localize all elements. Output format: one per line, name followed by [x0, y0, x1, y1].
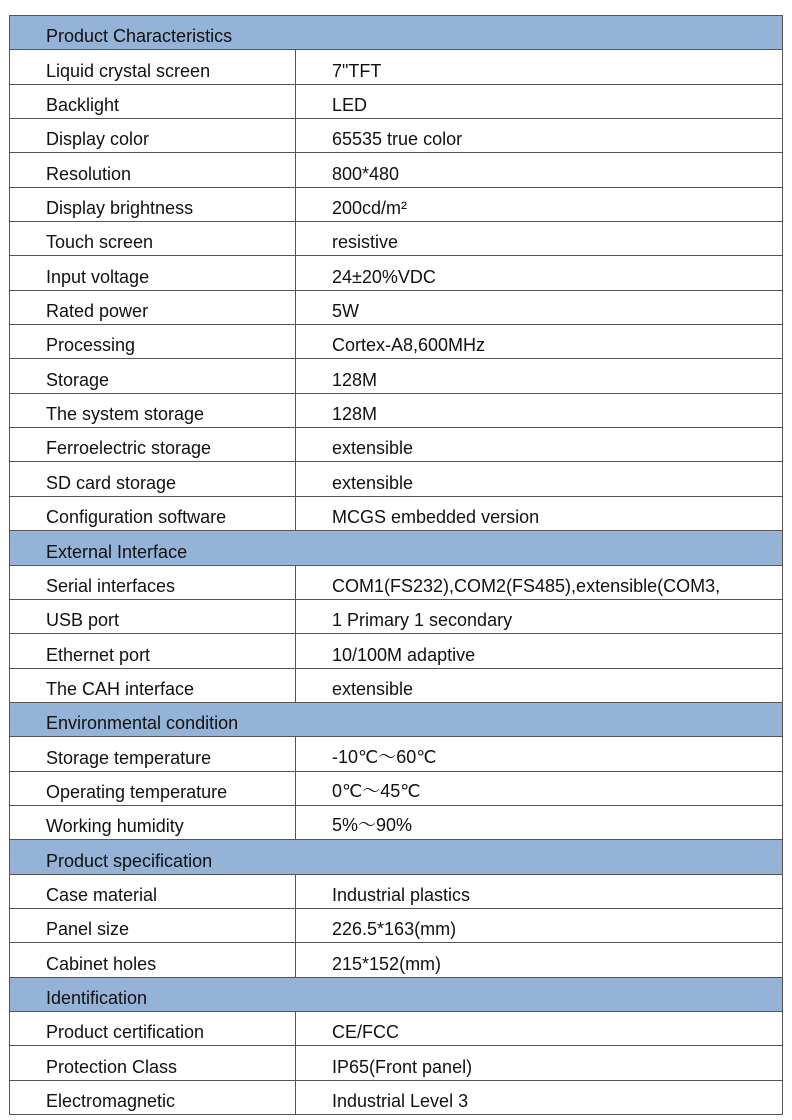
- section-header-row: [10, 16, 783, 50]
- spec-label-cell: [10, 908, 296, 942]
- spec-label: Rated power: [46, 301, 149, 322]
- table-row: [10, 771, 783, 805]
- spec-value-cell: [296, 737, 783, 771]
- spec-value-cell: [296, 84, 783, 118]
- spec-value-cell: [296, 1011, 783, 1045]
- spec-label-cell: [10, 1011, 296, 1045]
- spec-label-cell: [10, 153, 296, 187]
- section-title: [10, 840, 783, 874]
- spec-table-body: [10, 16, 783, 1115]
- spec-value: 800*480: [332, 163, 400, 184]
- spec-value: extensible: [332, 472, 414, 493]
- section-header-row: [10, 702, 783, 736]
- spec-label-cell: [10, 119, 296, 153]
- spec-label-cell: [10, 1046, 296, 1080]
- spec-label-cell: [10, 222, 296, 256]
- spec-value-cell: [296, 908, 783, 942]
- table-row: [10, 290, 783, 324]
- spec-value: resistive: [332, 232, 399, 253]
- spec-value: 24±20%VDC: [332, 266, 436, 287]
- spec-value-cell: [296, 50, 783, 84]
- table-row: [10, 599, 783, 633]
- table-row: [10, 496, 783, 530]
- table-row: [10, 428, 783, 462]
- spec-value: LED: [332, 95, 368, 116]
- spec-value-cell: [296, 565, 783, 599]
- spec-label-cell: [10, 737, 296, 771]
- spec-value-cell: [296, 359, 783, 393]
- spec-value: -10℃～60℃: [332, 746, 437, 767]
- spec-value: Industrial plastics: [332, 884, 471, 905]
- spec-value-cell: [296, 256, 783, 290]
- table-row: [10, 565, 783, 599]
- spec-label: Storage temperature: [46, 747, 212, 768]
- spec-label: Display brightness: [46, 198, 194, 219]
- spec-value-cell: [296, 325, 783, 359]
- table-row: [10, 874, 783, 908]
- section-title: [10, 16, 783, 50]
- spec-value: Industrial Level 3: [332, 1091, 469, 1111]
- spec-label: Panel size: [46, 919, 130, 940]
- section-title-text: Product Characteristics: [46, 26, 233, 47]
- table-row: [10, 1080, 783, 1114]
- spec-value: 128M: [332, 404, 378, 425]
- spec-value: 226.5*163(mm): [332, 919, 457, 940]
- spec-label-cell: [10, 599, 296, 633]
- spec-value-cell: [296, 943, 783, 977]
- spec-label-cell: [10, 462, 296, 496]
- spec-label: The CAH interface: [46, 678, 195, 699]
- spec-value-cell: [296, 496, 783, 530]
- spec-label: Protection Class: [46, 1056, 178, 1077]
- spec-label: Configuration software: [46, 507, 227, 528]
- spec-label: Storage: [46, 369, 110, 390]
- spec-value-cell: [296, 290, 783, 324]
- spec-value-cell: [296, 805, 783, 839]
- spec-label: Processing: [46, 335, 136, 356]
- spec-label: Case material: [46, 884, 158, 905]
- spec-value: extensible: [332, 438, 414, 459]
- spec-label: USB port: [46, 610, 120, 631]
- spec-value: 200cd/m²: [332, 198, 408, 219]
- spec-label-cell: [10, 187, 296, 221]
- spec-value-cell: [296, 599, 783, 633]
- spec-value: COM1(FS232),COM2(FS485),extensible(COM3,: [332, 575, 721, 596]
- spec-label-cell: [10, 805, 296, 839]
- section-header-row: [10, 840, 783, 874]
- spec-label: Working humidity: [46, 816, 184, 837]
- spec-value: 1 Primary 1 secondary: [332, 610, 513, 631]
- spec-value-cell: [296, 153, 783, 187]
- spec-label-cell: [10, 874, 296, 908]
- table-row: [10, 84, 783, 118]
- spec-sheet: [9, 15, 782, 1115]
- spec-label-cell: [10, 290, 296, 324]
- spec-label-cell: [10, 393, 296, 427]
- spec-value-cell: [296, 1046, 783, 1080]
- spec-label: Serial interfaces: [46, 575, 176, 596]
- spec-label: Resolution: [46, 163, 132, 184]
- spec-table: [9, 15, 783, 1115]
- table-row: [10, 634, 783, 668]
- table-row: [10, 462, 783, 496]
- table-row: [10, 222, 783, 256]
- spec-label-cell: [10, 359, 296, 393]
- spec-label-cell: [10, 668, 296, 702]
- spec-value: MCGS embedded version: [332, 507, 540, 528]
- spec-value-cell: [296, 874, 783, 908]
- spec-value: 128M: [332, 369, 378, 390]
- spec-value: CE/FCC: [332, 1022, 399, 1043]
- table-row: [10, 325, 783, 359]
- section-header-row: [10, 531, 783, 565]
- table-row: [10, 153, 783, 187]
- spec-label: Electromagnetic: [46, 1091, 176, 1111]
- spec-value-cell: [296, 634, 783, 668]
- section-title-text: Environmental condition: [46, 713, 239, 734]
- spec-label: Operating temperature: [46, 781, 228, 802]
- spec-value-cell: [296, 393, 783, 427]
- spec-value: 65535 true color: [332, 129, 463, 150]
- section-title-text: Product specification: [46, 850, 213, 871]
- table-row: [10, 1046, 783, 1080]
- spec-label-cell: [10, 428, 296, 462]
- table-row: [10, 805, 783, 839]
- spec-label: Input voltage: [46, 266, 150, 287]
- spec-label: The system storage: [46, 404, 205, 425]
- spec-value: Cortex-A8,600MHz: [332, 335, 486, 356]
- spec-value-cell: [296, 668, 783, 702]
- spec-label-cell: [10, 496, 296, 530]
- table-row: [10, 943, 783, 977]
- section-title: [10, 977, 783, 1011]
- spec-label: Ferroelectric storage: [46, 438, 212, 459]
- spec-label-cell: [10, 771, 296, 805]
- spec-label-cell: [10, 565, 296, 599]
- spec-value-cell: [296, 771, 783, 805]
- table-row: [10, 256, 783, 290]
- spec-value: 215*152(mm): [332, 953, 442, 974]
- spec-label: Ethernet port: [46, 644, 151, 665]
- section-title-text: Identification: [46, 987, 148, 1008]
- table-row: [10, 908, 783, 942]
- table-row: [10, 119, 783, 153]
- table-row: [10, 187, 783, 221]
- spec-label-cell: [10, 256, 296, 290]
- spec-value: extensible: [332, 678, 414, 699]
- section-title: [10, 702, 783, 736]
- spec-value-cell: [296, 222, 783, 256]
- table-row: [10, 737, 783, 771]
- spec-label: Product certification: [46, 1022, 205, 1043]
- spec-label: SD card storage: [46, 472, 177, 493]
- spec-label-cell: [10, 84, 296, 118]
- spec-label-cell: [10, 943, 296, 977]
- table-row: [10, 359, 783, 393]
- spec-label: Backlight: [46, 95, 120, 116]
- spec-label-cell: [10, 634, 296, 668]
- spec-value-cell: [296, 462, 783, 496]
- spec-value: 5W: [332, 301, 359, 322]
- table-row: [10, 393, 783, 427]
- section-title-text: External Interface: [46, 541, 188, 562]
- section-header-row: [10, 977, 783, 1011]
- table-row: [10, 50, 783, 84]
- spec-label: Cabinet holes: [46, 953, 157, 974]
- spec-value: 10/100M adaptive: [332, 644, 476, 665]
- section-title: [10, 531, 783, 565]
- spec-value: IP65(Front panel): [332, 1056, 473, 1077]
- spec-value-cell: [296, 187, 783, 221]
- spec-value: 7"TFT: [332, 60, 382, 81]
- spec-value-cell: [296, 428, 783, 462]
- spec-value-cell: [296, 1080, 783, 1114]
- spec-value: 5%～90%: [332, 815, 413, 836]
- spec-label: Touch screen: [46, 232, 154, 253]
- spec-value-cell: [296, 119, 783, 153]
- spec-label-cell: [10, 325, 296, 359]
- spec-label-cell: [10, 50, 296, 84]
- spec-label: Display color: [46, 129, 150, 150]
- table-row: [10, 668, 783, 702]
- spec-label-cell: [10, 1080, 296, 1114]
- spec-value: 0℃～45℃: [332, 780, 421, 801]
- table-row: [10, 1011, 783, 1045]
- spec-label: Liquid crystal screen: [46, 60, 211, 81]
